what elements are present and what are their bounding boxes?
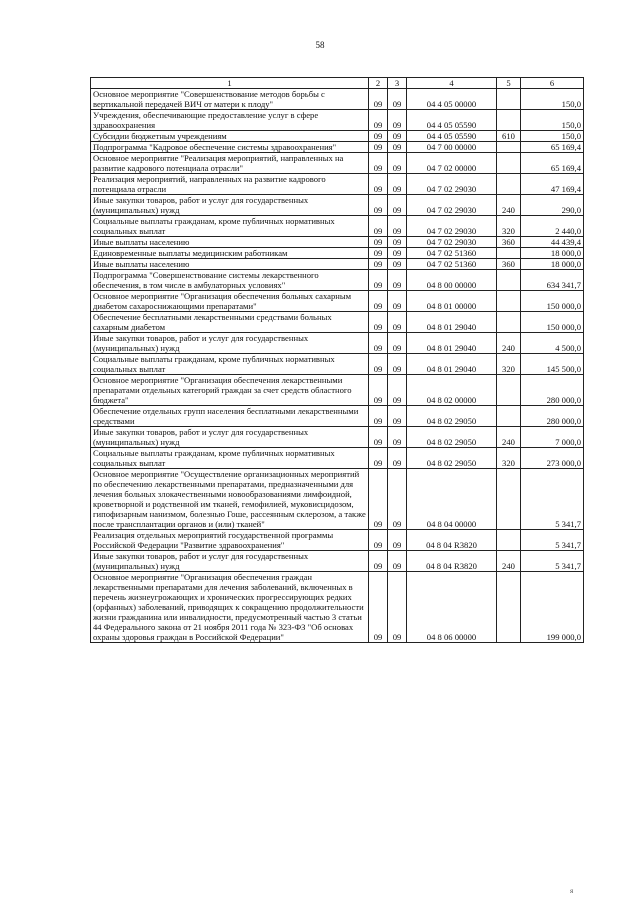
row-amount-cell: 150,0 <box>521 131 584 142</box>
row-name-cell: Единовременные выплаты медицинским работникам <box>91 248 369 259</box>
table-row <box>91 248 584 259</box>
row-section-cell: 09 <box>369 174 388 195</box>
page-number: 58 <box>315 40 325 50</box>
header-col-5: 5 <box>497 78 521 89</box>
row-subsection-cell: 09 <box>388 237 407 248</box>
row-target-article-cell: 04 7 02 29030 <box>407 237 497 248</box>
table-row <box>91 291 584 312</box>
row-amount-cell: 150 000,0 <box>521 312 584 333</box>
table-row <box>91 572 584 643</box>
row-expense-type-cell: 320 <box>497 216 521 237</box>
row-name-cell: Основное мероприятие "Реализация мероприятий, направленных на развитие кадрового потенциала отрасли" <box>91 153 369 174</box>
row-section-cell: 09 <box>369 375 388 406</box>
row-name-cell: Основное мероприятие "Организация обеспечения граждан лекарственными препаратами для лечения заболеваний, включенных в перечень жизнеугрожающих и хронических прогрессирующих редких (орфанных) заболеваний, приводящих к сокращению продолжительности жизни гражданина или инвалидности, предусмотренный частью 3 статьи 44 Федерального закона от 21 ноября 2011 года № 323-ФЗ "Об основах охраны здоровья граждан в Российской Федерации" <box>91 572 369 643</box>
row-target-article-cell: 04 7 02 51360 <box>407 248 497 259</box>
table-row <box>91 270 584 291</box>
row-section-cell: 09 <box>369 333 388 354</box>
row-target-article-cell: 04 7 02 29030 <box>407 195 497 216</box>
row-name-cell: Основное мероприятие "Организация обеспечения больных сахарным диабетом сахароснижающими препаратами" <box>91 291 369 312</box>
row-amount-cell: 2 440,0 <box>521 216 584 237</box>
row-amount-cell: 634 341,7 <box>521 270 584 291</box>
row-target-article-cell: 04 8 02 29050 <box>407 406 497 427</box>
row-subsection-cell: 09 <box>388 142 407 153</box>
row-name-cell: Подпрограмма "Кадровое обеспечение системы здравоохранения" <box>91 142 369 153</box>
row-expense-type-cell: 360 <box>497 237 521 248</box>
row-target-article-cell: 04 8 04 R3820 <box>407 530 497 551</box>
row-section-cell: 09 <box>369 448 388 469</box>
row-target-article-cell: 04 4 05 05590 <box>407 110 497 131</box>
header-col-1: 1 <box>91 78 369 89</box>
row-amount-cell: 280 000,0 <box>521 375 584 406</box>
row-name-cell: Учреждения, обеспечивающие предоставление услуг в сфере здравоохранения <box>91 110 369 131</box>
row-name-cell: Иные закупки товаров, работ и услуг для государственных (муниципальных) нужд <box>91 427 369 448</box>
row-section-cell: 09 <box>369 291 388 312</box>
table-header-row <box>91 78 584 89</box>
row-target-article-cell: 04 8 02 00000 <box>407 375 497 406</box>
row-target-article-cell: 04 8 02 29050 <box>407 448 497 469</box>
table-row <box>91 259 584 270</box>
row-subsection-cell: 09 <box>388 551 407 572</box>
row-expense-type-cell <box>497 153 521 174</box>
table-row <box>91 551 584 572</box>
row-name-cell: Основное мероприятие "Организация обеспечения лекарственными препаратами отдельных категорий граждан за счет средств областного бюджета" <box>91 375 369 406</box>
row-expense-type-cell <box>497 572 521 643</box>
row-expense-type-cell <box>497 270 521 291</box>
row-name-cell: Реализация отдельных мероприятий государственной программы Российской Федерации "Развитие здравоохранения" <box>91 530 369 551</box>
table-row <box>91 195 584 216</box>
header-col-3: 3 <box>388 78 407 89</box>
row-expense-type-cell: 240 <box>497 195 521 216</box>
row-section-cell: 09 <box>369 248 388 259</box>
table-row <box>91 174 584 195</box>
row-amount-cell: 4 500,0 <box>521 333 584 354</box>
table-row <box>91 216 584 237</box>
row-section-cell: 09 <box>369 153 388 174</box>
row-subsection-cell: 09 <box>388 291 407 312</box>
row-amount-cell: 290,0 <box>521 195 584 216</box>
row-expense-type-cell <box>497 142 521 153</box>
row-amount-cell: 18 000,0 <box>521 259 584 270</box>
row-name-cell: Социальные выплаты гражданам, кроме публичных нормативных социальных выплат <box>91 354 369 375</box>
row-expense-type-cell: 610 <box>497 131 521 142</box>
table-row <box>91 312 584 333</box>
row-name-cell: Основное мероприятие "Осуществление организационных мероприятий по обеспечению лекарственными препаратами, предназначенными для лечения больных злокачественными новообразованиями лимфоидной, кроветворной и родственной им тканей, гемофилией, муковисцидозом, гипофизарным нанизмом, болезнью Гоше, рассеянным склерозом, а также после трансплантации органов и (или) тканей" <box>91 469 369 530</box>
row-subsection-cell: 09 <box>388 153 407 174</box>
row-target-article-cell: 04 8 04 00000 <box>407 469 497 530</box>
table-row <box>91 354 584 375</box>
row-subsection-cell: 09 <box>388 89 407 110</box>
row-section-cell: 09 <box>369 530 388 551</box>
row-subsection-cell: 09 <box>388 572 407 643</box>
row-section-cell: 09 <box>369 110 388 131</box>
row-name-cell: Обеспечение бесплатными лекарственными средствами больных сахарным диабетом <box>91 312 369 333</box>
row-amount-cell: 44 439,4 <box>521 237 584 248</box>
budget-table <box>90 77 584 643</box>
table-row <box>91 530 584 551</box>
row-name-cell: Социальные выплаты гражданам, кроме публичных нормативных социальных выплат <box>91 216 369 237</box>
row-subsection-cell: 09 <box>388 195 407 216</box>
row-subsection-cell: 09 <box>388 248 407 259</box>
row-name-cell: Иные закупки товаров, работ и услуг для государственных (муниципальных) нужд <box>91 333 369 354</box>
corner-mark: я <box>570 887 574 895</box>
row-name-cell: Подпрограмма "Совершенствование системы лекарственного обеспечения, в том числе в амбулаторных условиях" <box>91 270 369 291</box>
row-amount-cell: 145 500,0 <box>521 354 584 375</box>
row-subsection-cell: 09 <box>388 174 407 195</box>
row-name-cell: Иные выплаты населению <box>91 259 369 270</box>
row-subsection-cell: 09 <box>388 312 407 333</box>
table-row <box>91 448 584 469</box>
row-subsection-cell: 09 <box>388 354 407 375</box>
row-expense-type-cell <box>497 291 521 312</box>
row-subsection-cell: 09 <box>388 110 407 131</box>
row-amount-cell: 199 000,0 <box>521 572 584 643</box>
row-amount-cell: 5 341,7 <box>521 551 584 572</box>
row-amount-cell: 65 169,4 <box>521 153 584 174</box>
header-col-6: 6 <box>521 78 584 89</box>
row-section-cell: 09 <box>369 354 388 375</box>
row-target-article-cell: 04 8 00 00000 <box>407 270 497 291</box>
row-section-cell: 09 <box>369 259 388 270</box>
row-name-cell: Субсидии бюджетным учреждениям <box>91 131 369 142</box>
row-expense-type-cell: 360 <box>497 259 521 270</box>
row-amount-cell: 5 341,7 <box>521 530 584 551</box>
row-subsection-cell: 09 <box>388 448 407 469</box>
row-section-cell: 09 <box>369 427 388 448</box>
table-row <box>91 333 584 354</box>
row-section-cell: 09 <box>369 270 388 291</box>
row-subsection-cell: 09 <box>388 216 407 237</box>
row-amount-cell: 280 000,0 <box>521 406 584 427</box>
row-section-cell: 09 <box>369 131 388 142</box>
row-section-cell: 09 <box>369 142 388 153</box>
row-expense-type-cell <box>497 530 521 551</box>
row-name-cell: Реализация мероприятий, направленных на развитие кадрового потенциала отрасли <box>91 174 369 195</box>
row-target-article-cell: 04 8 04 R3820 <box>407 551 497 572</box>
row-amount-cell: 65 169,4 <box>521 142 584 153</box>
row-subsection-cell: 09 <box>388 131 407 142</box>
row-target-article-cell: 04 4 05 00000 <box>407 89 497 110</box>
row-target-article-cell: 04 8 01 29040 <box>407 312 497 333</box>
header-col-2: 2 <box>369 78 388 89</box>
row-expense-type-cell: 240 <box>497 551 521 572</box>
row-target-article-cell: 04 4 05 05590 <box>407 131 497 142</box>
row-amount-cell: 150,0 <box>521 110 584 131</box>
row-expense-type-cell: 320 <box>497 448 521 469</box>
row-amount-cell: 7 000,0 <box>521 427 584 448</box>
row-amount-cell: 150 000,0 <box>521 291 584 312</box>
row-section-cell: 09 <box>369 406 388 427</box>
row-subsection-cell: 09 <box>388 406 407 427</box>
table-row <box>91 469 584 530</box>
row-target-article-cell: 04 7 02 29030 <box>407 174 497 195</box>
table-row <box>91 237 584 248</box>
row-target-article-cell: 04 8 01 29040 <box>407 333 497 354</box>
table-row <box>91 131 584 142</box>
row-expense-type-cell <box>497 312 521 333</box>
row-section-cell: 09 <box>369 216 388 237</box>
row-section-cell: 09 <box>369 89 388 110</box>
row-expense-type-cell: 240 <box>497 333 521 354</box>
row-expense-type-cell <box>497 89 521 110</box>
row-section-cell: 09 <box>369 195 388 216</box>
row-expense-type-cell <box>497 469 521 530</box>
row-target-article-cell: 04 7 02 51360 <box>407 259 497 270</box>
row-name-cell: Социальные выплаты гражданам, кроме публичных нормативных социальных выплат <box>91 448 369 469</box>
row-section-cell: 09 <box>369 551 388 572</box>
row-amount-cell: 273 000,0 <box>521 448 584 469</box>
table-row <box>91 89 584 110</box>
table-row <box>91 427 584 448</box>
row-target-article-cell: 04 7 00 00000 <box>407 142 497 153</box>
row-name-cell: Иные закупки товаров, работ и услуг для государственных (муниципальных) нужд <box>91 195 369 216</box>
row-expense-type-cell: 320 <box>497 354 521 375</box>
row-subsection-cell: 09 <box>388 469 407 530</box>
row-subsection-cell: 09 <box>388 427 407 448</box>
table-body <box>91 89 584 643</box>
row-target-article-cell: 04 7 02 29030 <box>407 216 497 237</box>
row-expense-type-cell <box>497 406 521 427</box>
row-name-cell: Иные выплаты населению <box>91 237 369 248</box>
row-amount-cell: 47 169,4 <box>521 174 584 195</box>
row-subsection-cell: 09 <box>388 530 407 551</box>
row-amount-cell: 150,0 <box>521 89 584 110</box>
row-target-article-cell: 04 8 01 29040 <box>407 354 497 375</box>
header-col-4: 4 <box>407 78 497 89</box>
row-name-cell: Обеспечение отдельных групп населения бесплатными лекарственными средствами <box>91 406 369 427</box>
row-section-cell: 09 <box>369 469 388 530</box>
row-expense-type-cell: 240 <box>497 427 521 448</box>
table-row <box>91 153 584 174</box>
row-subsection-cell: 09 <box>388 259 407 270</box>
table-row <box>91 406 584 427</box>
row-expense-type-cell <box>497 174 521 195</box>
table-row <box>91 110 584 131</box>
row-amount-cell: 5 341,7 <box>521 469 584 530</box>
row-target-article-cell: 04 8 06 00000 <box>407 572 497 643</box>
row-target-article-cell: 04 8 02 29050 <box>407 427 497 448</box>
row-subsection-cell: 09 <box>388 375 407 406</box>
table-row <box>91 142 584 153</box>
row-expense-type-cell <box>497 375 521 406</box>
row-target-article-cell: 04 7 02 00000 <box>407 153 497 174</box>
row-expense-type-cell <box>497 248 521 259</box>
row-subsection-cell: 09 <box>388 270 407 291</box>
row-name-cell: Основное мероприятие "Совершенствование методов борьбы с вертикальной передачей ВИЧ от матери к плоду" <box>91 89 369 110</box>
row-name-cell: Иные закупки товаров, работ и услуг для государственных (муниципальных) нужд <box>91 551 369 572</box>
row-target-article-cell: 04 8 01 00000 <box>407 291 497 312</box>
table-row <box>91 375 584 406</box>
row-expense-type-cell <box>497 110 521 131</box>
row-subsection-cell: 09 <box>388 333 407 354</box>
row-section-cell: 09 <box>369 312 388 333</box>
row-section-cell: 09 <box>369 572 388 643</box>
row-section-cell: 09 <box>369 237 388 248</box>
row-amount-cell: 18 000,0 <box>521 248 584 259</box>
